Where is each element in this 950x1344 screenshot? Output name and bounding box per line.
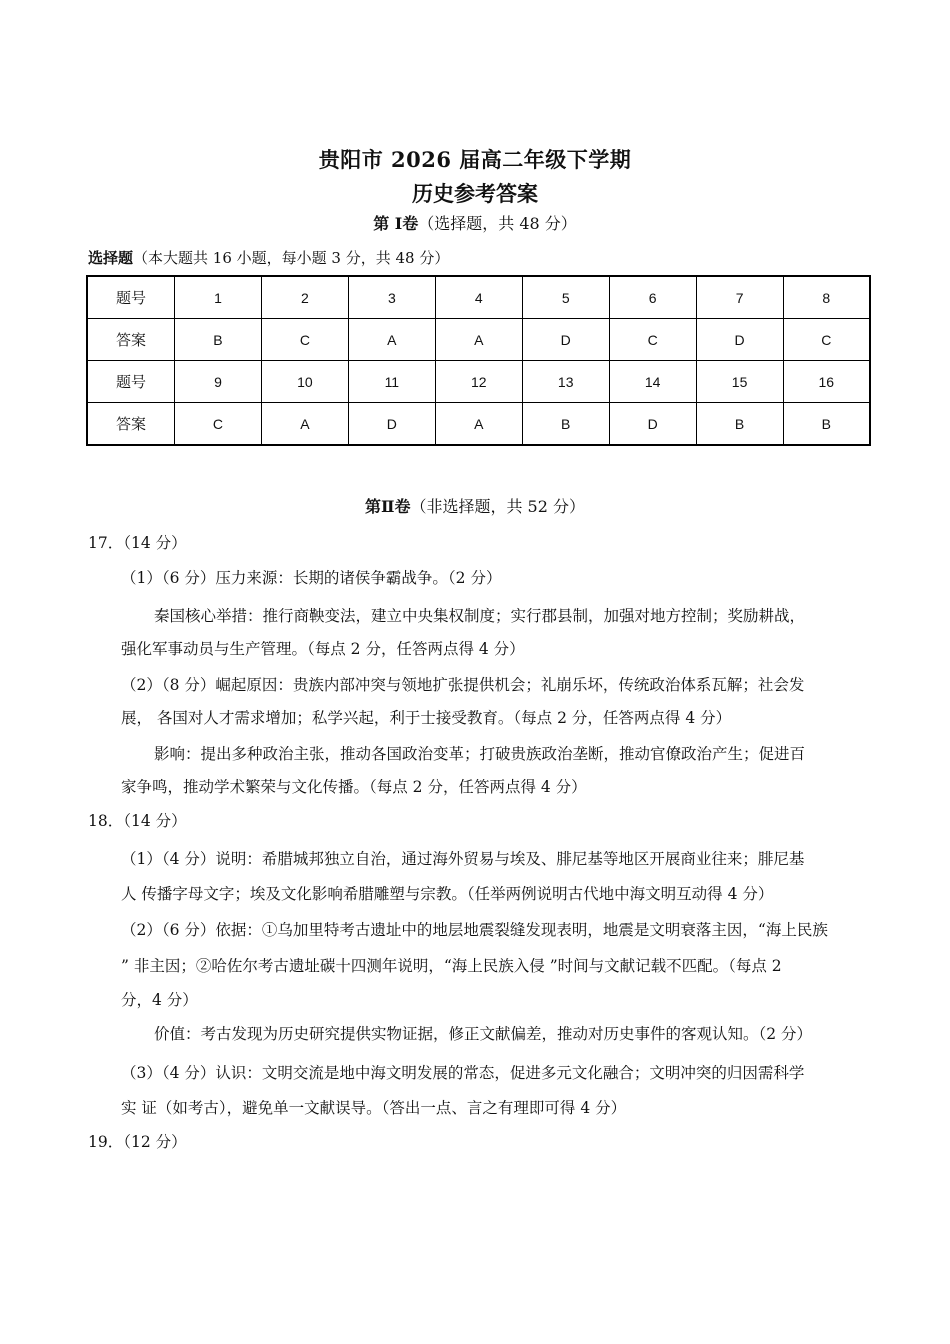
answer-table <box>86 275 871 446</box>
answer-line: （1）（4 分）说明：希腊城邦独立自治，通过海外贸易与埃及、腓尼基等地区开展商业往来；腓尼基 <box>121 850 805 868</box>
question-number: 3 <box>348 276 435 319</box>
answer-line: 展， 各国对人才需求增加；私学兴起，利于士接受教育。（每点 2 分，任答两点得 4 分） <box>121 709 732 727</box>
part2-label: 第Ⅱ卷 <box>364 497 411 516</box>
answer-line: 秦国核心举措：推行商鞅变法，建立中央集权制度；实行郡县制，加强对地方控制；奖励耕战， <box>154 607 806 625</box>
question-number: 2 <box>261 276 348 319</box>
answer-cell: B <box>522 403 609 446</box>
part2-heading <box>0 494 950 517</box>
part2-note: （非选择题，共 52 分） <box>410 497 586 516</box>
answer-line: 实 证（如考古），避免单一文献误导。（答出一点、言之有理即可得 4 分） <box>121 1099 627 1117</box>
table-row <box>87 403 870 446</box>
question-number: 16 <box>783 361 870 403</box>
answer-cell: A <box>348 319 435 361</box>
question-number: 15 <box>696 361 783 403</box>
mc-label: 选择题 <box>88 249 134 267</box>
row-header: 答案 <box>87 403 175 446</box>
part1-label: 第 Ⅰ卷 <box>373 214 419 233</box>
question-number: 9 <box>175 361 262 403</box>
answer-cell: C <box>261 319 348 361</box>
question-number: 12 <box>435 361 522 403</box>
answer-cell: B <box>783 403 870 446</box>
part1-note: （选择题，共 48 分） <box>418 214 577 233</box>
answer-cell: A <box>435 319 522 361</box>
answer-line: ” 非主因；②哈佐尔考古遗址碳十四测年说明，“海上民族入侵 ”时间与文献记载不匹配。（每点 2 <box>121 957 782 975</box>
mc-instructions <box>88 247 449 268</box>
question-number: 13 <box>522 361 609 403</box>
answer-cell: B <box>175 319 262 361</box>
question-number: 11 <box>348 361 435 403</box>
answer-cell: C <box>609 319 696 361</box>
answer-cell: A <box>435 403 522 446</box>
row-header: 题号 <box>87 361 175 403</box>
answer-cell: D <box>696 319 783 361</box>
question-number: 1 <box>175 276 262 319</box>
question-18-heading: 18．（14 分） <box>88 812 187 830</box>
answer-line: 分，4 分） <box>121 991 198 1009</box>
question-number: 10 <box>261 361 348 403</box>
page-subtitle: 历史参考答案 <box>412 181 538 206</box>
answer-cell: B <box>696 403 783 446</box>
question-19-heading: 19．（12 分） <box>88 1133 187 1151</box>
part1-heading <box>0 211 950 234</box>
question-number: 4 <box>435 276 522 319</box>
answer-line: 影响：提出多种政治主张，推动各国政治变革；打破贵族政治垄断，推动官僚政治产生；促进百 <box>154 745 806 763</box>
table-row <box>87 361 870 403</box>
row-header: 答案 <box>87 319 175 361</box>
table-row <box>87 319 870 361</box>
answer-line: （1）（6 分）压力来源：长期的诸侯争霸战争。（2 分） <box>121 569 502 587</box>
question-number: 14 <box>609 361 696 403</box>
mc-note: （本大题共 16 小题，每小题 3 分，共 48 分） <box>133 249 450 267</box>
row-header: 题号 <box>87 276 175 319</box>
answer-line: （2）（6 分）依据：①乌加里特考古遗址中的地层地震裂缝发现表明，地震是文明衰落主因，“海上民族 <box>121 921 828 939</box>
answer-line: 家争鸣，推动学术繁荣与文化传播。（每点 2 分，任答两点得 4 分） <box>121 778 587 796</box>
answer-cell: D <box>348 403 435 446</box>
answer-line: （3）（4 分）认识：文明交流是地中海文明发展的常态，促进多元文化融合；文明冲突的归因需科学 <box>121 1064 805 1082</box>
question-number: 8 <box>783 276 870 319</box>
answer-cell: C <box>783 319 870 361</box>
question-number: 6 <box>609 276 696 319</box>
answer-line: 价值：考古发现为历史研究提供实物证据，修正文献偏差，推动对历史事件的客观认知。（2 分） <box>154 1025 813 1043</box>
question-number: 5 <box>522 276 609 319</box>
answer-line: 人 传播字母文字；埃及文化影响希腊雕塑与宗教。（任举两例说明古代地中海文明互动得 4 分） <box>121 885 774 903</box>
answer-cell: D <box>609 403 696 446</box>
question-17-heading: 17．（14 分） <box>88 534 187 552</box>
answer-line: （2）（8 分）崛起原因：贵族内部冲突与领地扩张提供机会；礼崩乐坏，传统政治体系瓦解；社会发 <box>121 676 805 694</box>
answer-cell: D <box>522 319 609 361</box>
question-number: 7 <box>696 276 783 319</box>
table-row <box>87 276 870 319</box>
answer-cell: A <box>261 403 348 446</box>
page-title: 贵阳市 2026 届高二年级下学期 <box>318 147 632 172</box>
answer-cell: C <box>175 403 262 446</box>
answer-line: 强化军事动员与生产管理。（每点 2 分，任答两点得 4 分） <box>121 640 525 658</box>
